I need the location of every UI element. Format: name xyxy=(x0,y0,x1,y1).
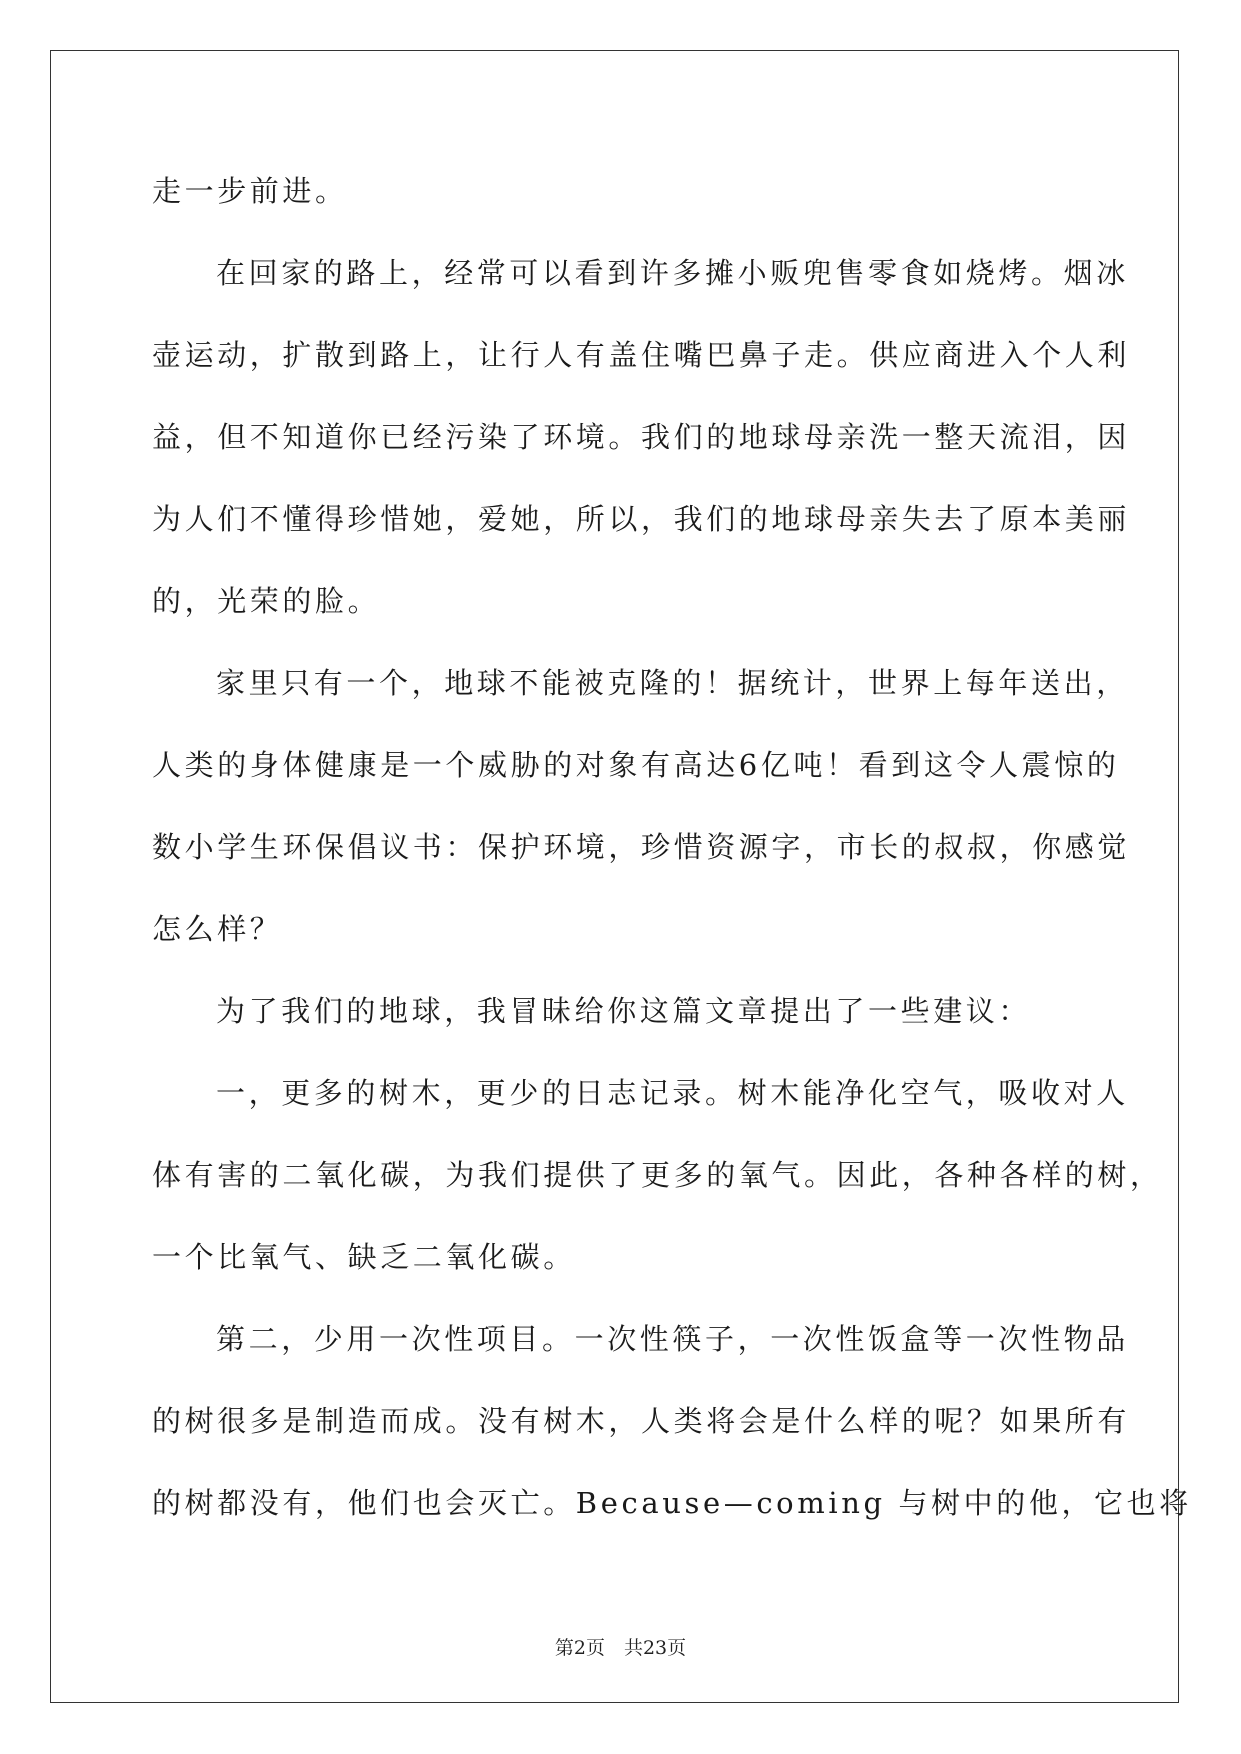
text-line: 壶运动，扩散到路上，让行人有盖住嘴巴鼻子走。供应商进入个人利 xyxy=(152,338,1131,372)
text-line: 怎么样？ xyxy=(152,912,283,946)
text-line: 益，但不知道你已经污染了环境。我们的地球母亲洗一整天流泪，因 xyxy=(152,420,1131,454)
text-line: 为人们不懂得珍惜她，爱她，所以，我们的地球母亲失去了原本美丽 xyxy=(152,502,1131,536)
text-line: 的，光荣的脸。 xyxy=(152,584,381,618)
text-line: 一，更多的树木，更少的日志记录。树木能净化空气，吸收对人 xyxy=(216,1076,1129,1110)
text-line: 的树都没有，他们也会灭亡。Because—coming 与树中的他，它也将 xyxy=(152,1486,1192,1520)
text-line: 家里只有一个，地球不能被克隆的！据统计，世界上每年送出， xyxy=(216,666,1129,700)
text-line: 人类的身体健康是一个威胁的对象有高达6亿吨！看到这令人震惊的 xyxy=(152,748,1120,782)
text-line: 第二，少用一次性项目。一次性筷子，一次性饭盒等一次性物品 xyxy=(216,1322,1129,1356)
text-line: 数小学生环保倡议书：保护环境，珍惜资源字，市长的叔叔，你感觉 xyxy=(152,830,1131,864)
document-body xyxy=(152,150,1192,1544)
text-line: 为了我们的地球，我冒昧给你这篇文章提出了一些建议： xyxy=(216,994,1032,1028)
text-line: 在回家的路上，经常可以看到许多摊小贩兜售零食如烧烤。烟冰 xyxy=(216,256,1129,290)
text-line: 体有害的二氧化碳，为我们提供了更多的氧气。因此，各种各样的树， xyxy=(152,1158,1163,1192)
page-number: 第2页 共23页 xyxy=(554,1637,687,1659)
text-line: 走一步前进。 xyxy=(152,174,348,208)
text-line: 的树很多是制造而成。没有树木，人类将会是什么样的呢？如果所有 xyxy=(152,1404,1131,1438)
text-line: 一个比氧气、缺乏二氧化碳。 xyxy=(152,1240,576,1274)
